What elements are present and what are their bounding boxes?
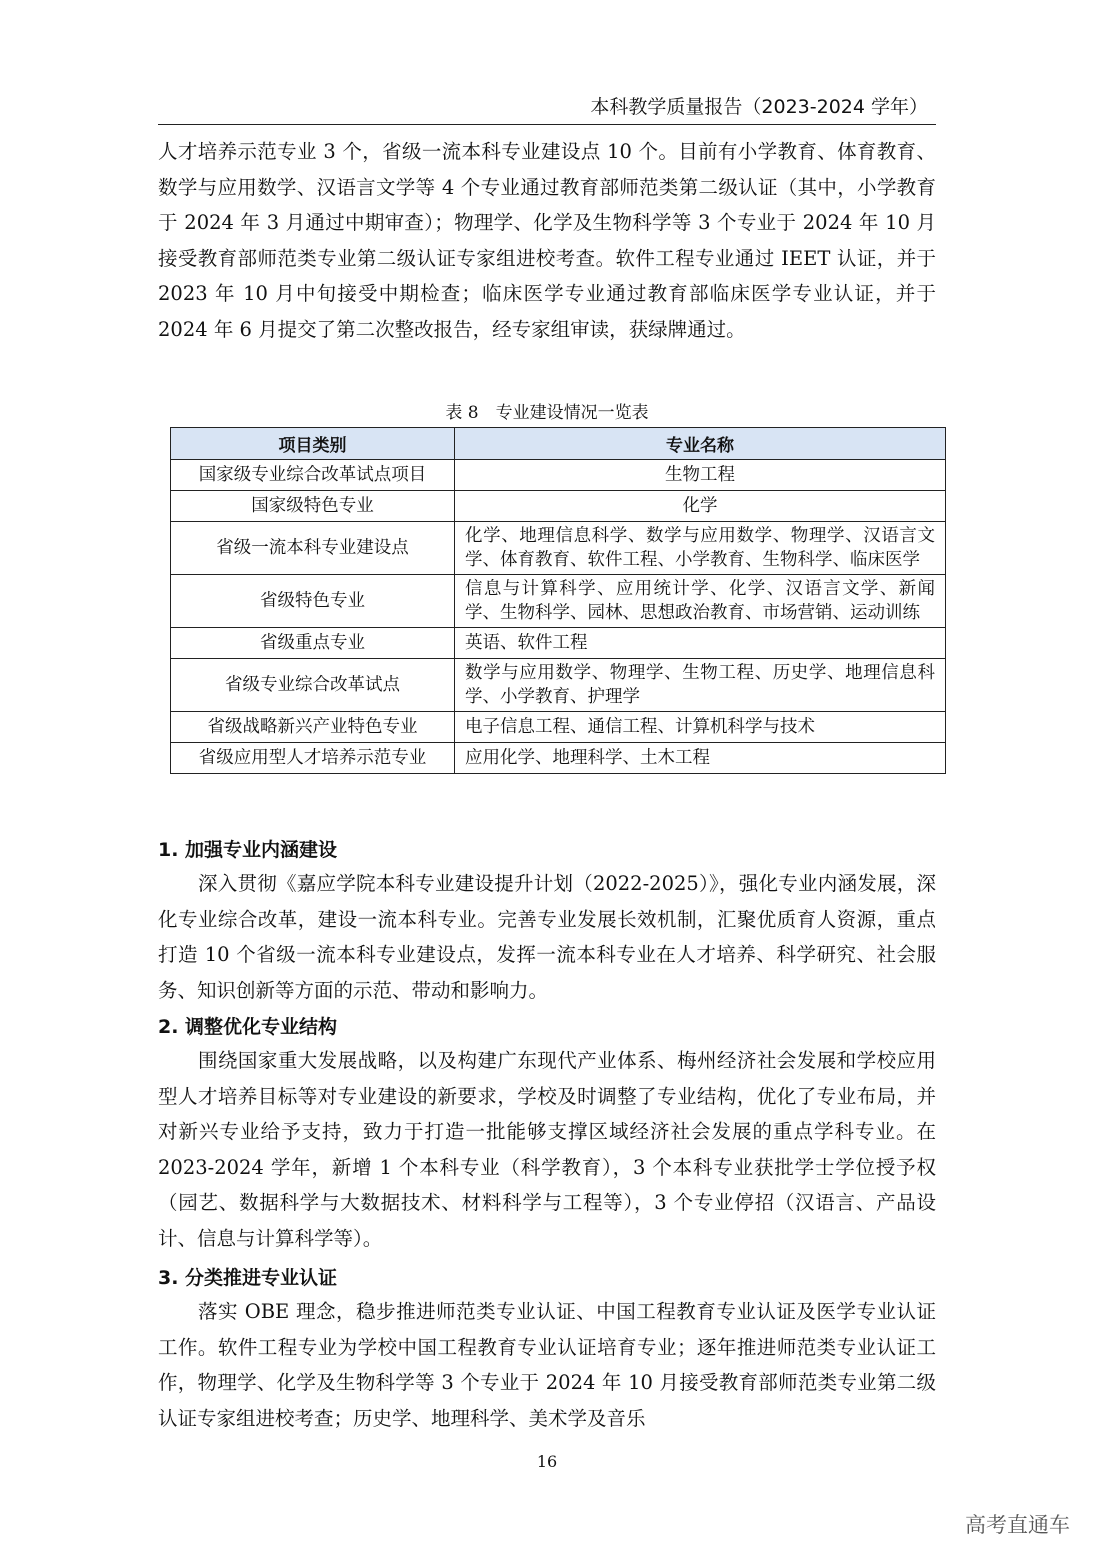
- section-heading-1: 1. 加强专业内涵建设: [158, 839, 338, 861]
- watermark: 高考直通车: [965, 1513, 1070, 1537]
- intro-paragraph: 人才培养示范专业 3 个，省级一流本科专业建设点 10 个。目前有小学教育、体育教育、数学与应用数学、汉语言文学等 4 个专业通过教育部师范类第二级认证（其中，小学教育于 2024 年 3 月通过中期审查）；物理学、化学及生物科学等 3 个专业于 2024 年 10 月接受教育部师范类专业第二级认证专家组进校考查。软件工程专业通过 IEET 认证，并于 2023 年 10 月中旬接受中期检查；临床医学专业通过教育部临床医学专业认证，并于 2024 年 6 月提交了第二次整改报告，经专家组审读，获绿牌通过。: [158, 140, 936, 341]
- table-row: [171, 522, 946, 575]
- row-majors: 信息与计算科学、应用统计学、化学、汉语言文学、新闻学、生物科学、园林、思想政治教育、市场营销、运动训练: [455, 575, 946, 628]
- row-category: 国家级专业综合改革试点项目: [171, 460, 455, 491]
- table-row: [171, 575, 946, 628]
- row-majors: 化学、地理信息科学、数学与应用数学、物理学、汉语言文学、体育教育、软件工程、小学教育、生物科学、临床医学: [455, 522, 946, 575]
- header-divider: [158, 124, 936, 125]
- table-row: [171, 659, 946, 712]
- report-header: 本科教学质量报告（2023-2024 学年）: [590, 96, 928, 118]
- major-construction-table: [170, 427, 946, 774]
- row-category: 省级专业综合改革试点: [171, 659, 455, 712]
- section-heading-3: 3. 分类推进专业认证: [158, 1267, 338, 1289]
- row-category: 省级特色专业: [171, 575, 455, 628]
- section-body-1: 深入贯彻《嘉应学院本科专业建设提升计划（2022-2025）》，强化专业内涵发展，深化专业综合改革，建设一流本科专业。完善专业发展长效机制，汇聚优质育人资源，重点打造 10 个省级一流本科专业建设点，发挥一流本科专业在人才培养、科学研究、社会服务、知识创新等方面的示范、带动和影响力。: [158, 872, 936, 1002]
- row-majors: 应用化学、地理科学、土木工程: [455, 743, 946, 774]
- row-majors: 电子信息工程、通信工程、计算机科学与技术: [455, 712, 946, 743]
- row-category: 国家级特色专业: [171, 491, 455, 522]
- section-heading-2: 2. 调整优化专业结构: [158, 1016, 338, 1038]
- section-body-2: 围绕国家重大发展战略，以及构建广东现代产业体系、梅州经济社会发展和学校应用型人才培养目标等对专业建设的新要求，学校及时调整了专业结构，优化了专业布局，并对新兴专业给予支持，致力于打造一批能够支撑区域经济社会发展的重点学科专业。在 2023-2024 学年，新增 1 个本科专业（科学教育），3 个本科专业获批学士学位授予权（园艺、数据科学与大数据技术、材料科学与工程等），3 个专业停招（汉语言、产品设计、信息与计算科学等）。: [158, 1049, 936, 1250]
- row-majors: 化学: [455, 491, 946, 522]
- table-row: [171, 491, 946, 522]
- row-category: 省级应用型人才培养示范专业: [171, 743, 455, 774]
- row-majors: 数学与应用数学、物理学、生物工程、历史学、地理信息科学、小学教育、护理学: [455, 659, 946, 712]
- table-header-row: [171, 428, 946, 460]
- table-row: [171, 628, 946, 659]
- section-body-3: 落实 OBE 理念，稳步推进师范类专业认证、中国工程教育专业认证及医学专业认证工作。软件工程专业为学校中国工程教育专业认证培育专业；逐年推进师范类专业认证工作，物理学、化学及生物科学等 3 个专业于 2024 年 10 月接受教育部师范类专业第二级认证专家组进校考查；历史学、地理科学、美术学及音乐: [158, 1300, 936, 1430]
- table-row: [171, 743, 946, 774]
- page-number: 16: [536, 1452, 558, 1471]
- column-header-category: 项目类别: [171, 428, 455, 460]
- row-category: 省级重点专业: [171, 628, 455, 659]
- row-category: 省级战略新兴产业特色专业: [171, 712, 455, 743]
- table-caption: 表 8 专业建设情况一览表: [445, 403, 649, 423]
- row-majors: 生物工程: [455, 460, 946, 491]
- column-header-majors: 专业名称: [455, 428, 946, 460]
- row-category: 省级一流本科专业建设点: [171, 522, 455, 575]
- row-majors: 英语、软件工程: [455, 628, 946, 659]
- table-row: [171, 712, 946, 743]
- table-row: [171, 460, 946, 491]
